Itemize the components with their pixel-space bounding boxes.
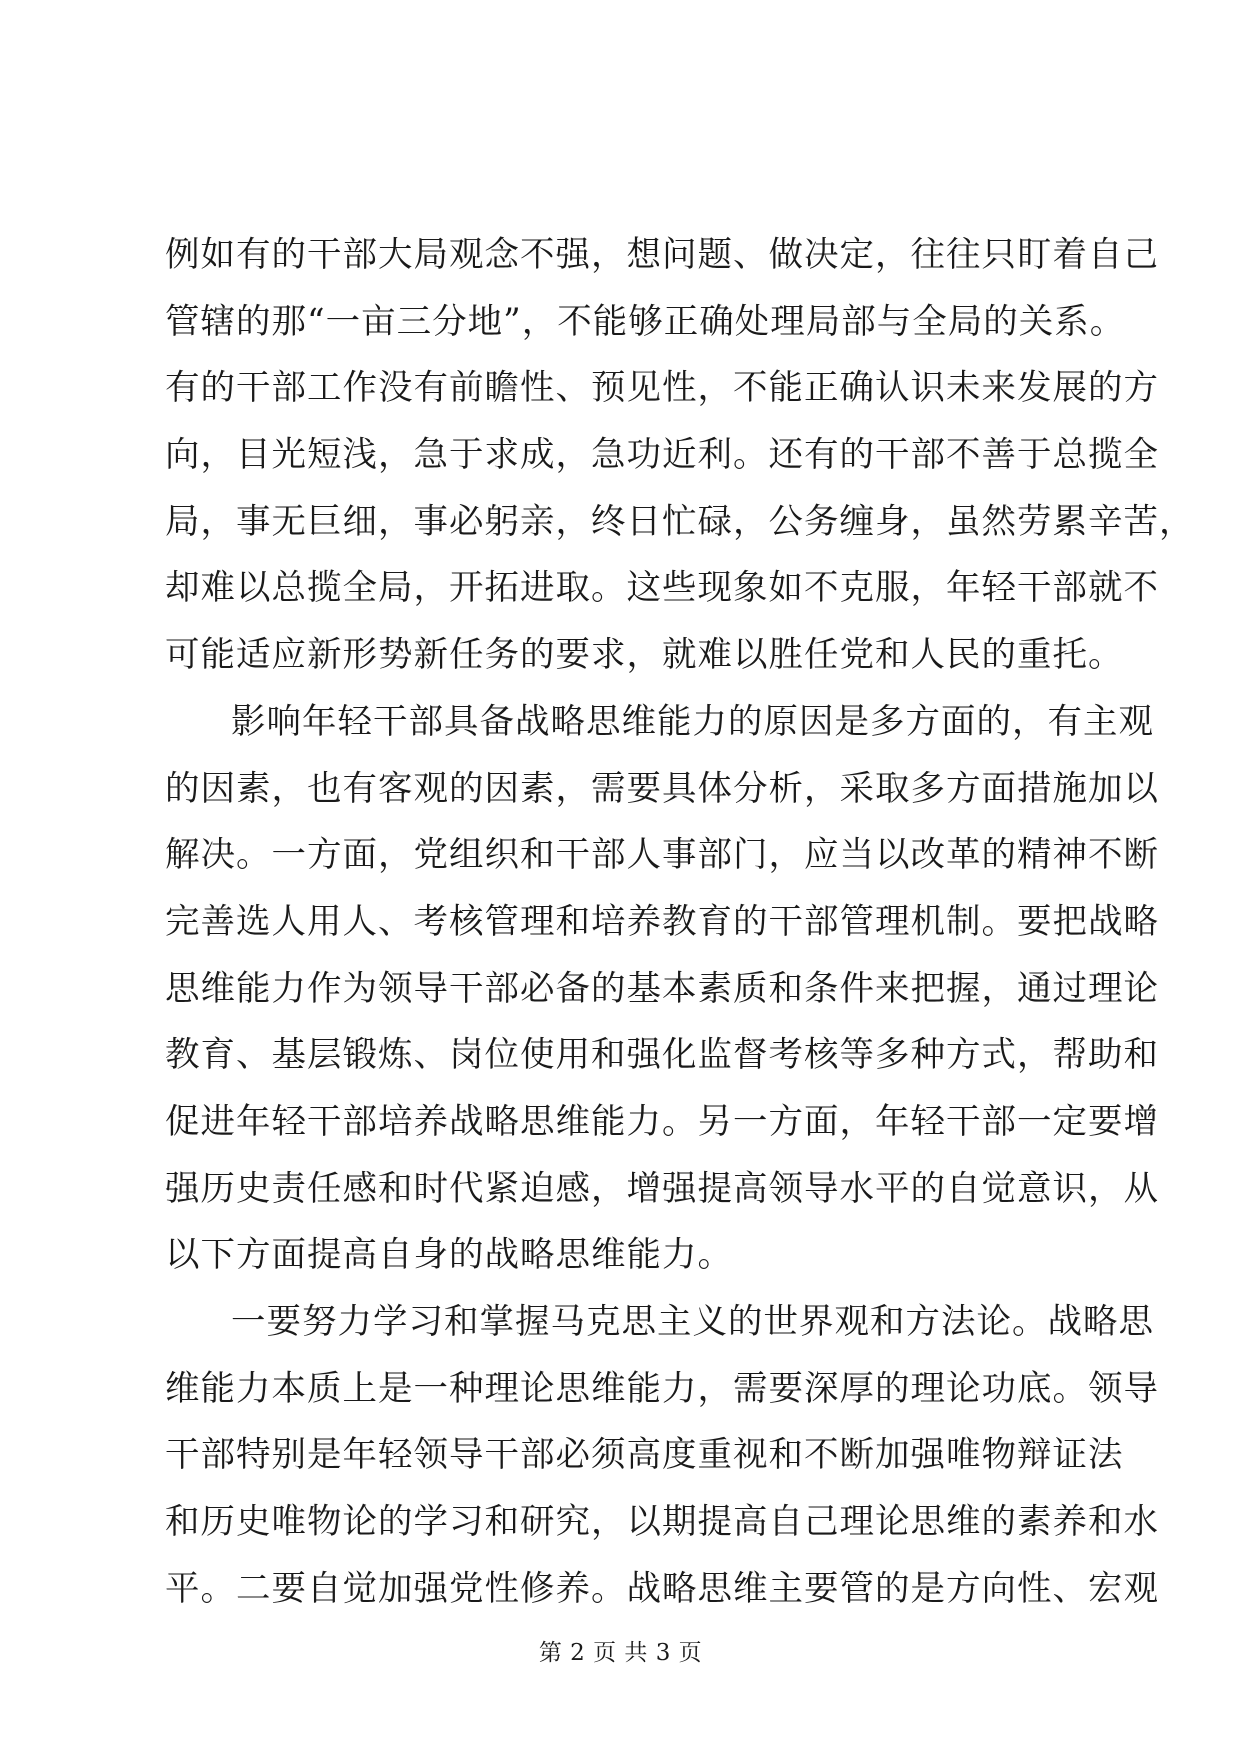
text-line: 思维能力作为领导干部必备的基本素质和条件来把握，通过理论: [165, 968, 1159, 1009]
text-line: 管辖的那“一亩三分地”，不能够正确处理局部与全局的关系。: [165, 301, 1126, 342]
text-line: 干部特别是年轻领导干部必须高度重视和不断加强唯物辩证法: [165, 1435, 1124, 1476]
document-body: [165, 222, 1195, 1622]
text-line: 促进年轻干部培养战略思维能力。另一方面，年轻干部一定要增: [165, 1101, 1159, 1142]
text-line: 影响年轻干部具备战略思维能力的原因是多方面的，有主观: [231, 701, 1154, 742]
paragraph-3: [165, 1289, 1159, 1622]
page-number-footer: 第 2 页 共 3 页: [538, 1640, 703, 1666]
text-line: 可能适应新形势新任务的要求，就难以胜任党和人民的重托。: [165, 635, 1124, 676]
text-line: 强历史责任感和时代紧迫感，增强提高领导水平的自觉意识，从: [165, 1168, 1159, 1209]
text-line: 局，事无巨细，事必躬亲，终日忙碌，公务缠身，虽然劳累辛苦，: [165, 501, 1195, 542]
text-line: 有的干部工作没有前瞻性、预见性，不能正确认识未来发展的方: [165, 368, 1159, 409]
paragraph-2: [165, 689, 1159, 1289]
text-line: 以下方面提高自身的战略思维能力。: [165, 1235, 733, 1276]
text-line: 教育、基层锻炼、岗位使用和强化监督考核等多种方式，帮助和: [165, 1035, 1159, 1076]
text-line: 维能力本质上是一种理论思维能力，需要深厚的理论功底。领导: [165, 1368, 1159, 1409]
text-line: 完善选人用人、考核管理和培养教育的干部管理机制。要把战略: [165, 901, 1159, 942]
text-line: 的因素，也有客观的因素，需要具体分析，采取多方面措施加以: [165, 768, 1159, 809]
text-line: 平。二要自觉加强党性修养。战略思维主要管的是方向性、宏观: [165, 1568, 1159, 1609]
text-line: 向，目光短浅，急于求成，急功近利。还有的干部不善于总揽全: [165, 435, 1159, 476]
text-line: 例如有的干部大局观念不强，想问题、做决定，往往只盯着自己: [165, 235, 1159, 275]
text-line: 却难以总揽全局，开拓进取。这些现象如不克服，年轻干部就不: [165, 568, 1159, 609]
text-line: 一要努力学习和掌握马克思主义的世界观和方法论。战略思: [231, 1302, 1154, 1342]
text-line: 解决。一方面，党组织和干部人事部门，应当以改革的精神不断: [165, 835, 1159, 876]
paragraph-1: [165, 222, 1195, 689]
text-line: 和历史唯物论的学习和研究，以期提高自己理论思维的素养和水: [165, 1502, 1159, 1543]
